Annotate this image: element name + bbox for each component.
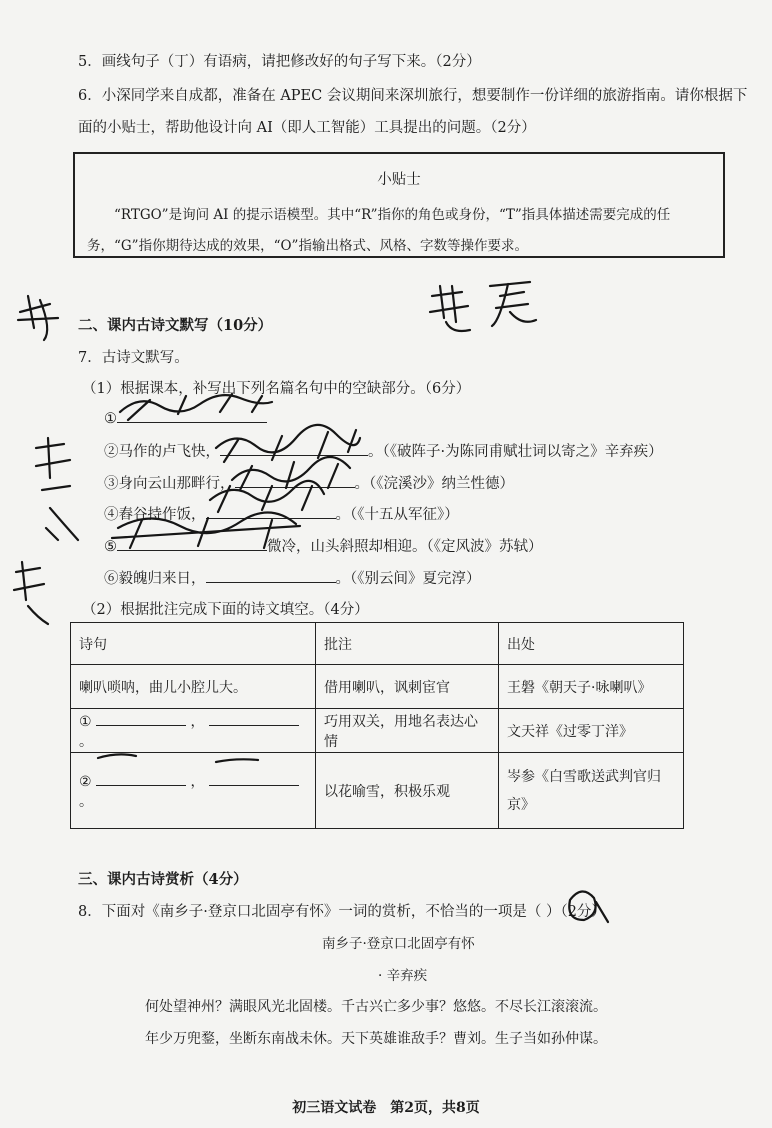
recite-2-post: 。（《破阵子·为陈同甫赋壮词以寄之》辛弃疾） xyxy=(368,444,663,460)
recite-6-pre: 毅魄归来日， xyxy=(118,571,206,587)
tip-box xyxy=(73,152,725,258)
recite-3-num: ③ xyxy=(104,476,119,492)
row2-blank-1[interactable] xyxy=(96,711,186,726)
recite-1-blank[interactable] xyxy=(117,408,267,423)
row3-blank-2[interactable] xyxy=(209,771,299,786)
tip-text: “RTGO”是询问 AI 的提示语模型。其中“R”指你的角色或身份，“T”指具体描述需要完成的任务，“G”指你期待达成的效果，“O”指输出格式、风格、字数等操作要求。 xyxy=(87,207,671,254)
recite-4-post: 。（《十五从军征》） xyxy=(335,507,459,523)
row1-source: 王磐《朝天子·咏喇叭》 xyxy=(499,665,684,709)
question-7: 7．古诗文默写。 xyxy=(78,350,189,366)
question-7-1: （1）根据课本，补写出下列名篇名句中的空缺部分。（6分） xyxy=(82,381,471,397)
tip-title: 小贴士 xyxy=(377,172,421,188)
question-5: 5．画线句子（丁）有语病，请把修改好的句子写下来。（2分） xyxy=(78,54,481,70)
row2-note: 巧用双关，用地名表达心情 xyxy=(316,709,499,753)
recite-2-pre: 马作的卢飞快， xyxy=(118,444,220,460)
poem-table xyxy=(70,622,684,829)
row3-source: 岑参《白雪歌送武判官归京》 xyxy=(499,753,684,829)
question-7-2: （2）根据批注完成下面的诗文填空。（4分） xyxy=(82,602,369,618)
table-header-source: 出处 xyxy=(499,623,684,665)
recite-2-num: ② xyxy=(104,444,119,460)
recite-2-blank[interactable] xyxy=(220,441,368,456)
recite-4 xyxy=(104,503,459,524)
recite-6-num: ⑥ xyxy=(104,571,119,587)
question-6-line2: 面的小贴士，帮助他设计向 AI（即人工智能）工具提出的问题。（2分） xyxy=(78,120,536,136)
recite-4-blank[interactable] xyxy=(206,504,336,519)
table-header-verse: 诗句 xyxy=(71,623,316,665)
row3-num: ② xyxy=(79,773,92,790)
recite-5 xyxy=(104,535,543,556)
recite-3 xyxy=(104,472,514,493)
recite-6-blank[interactable] xyxy=(206,568,336,583)
poem-author: · 辛弃疾 xyxy=(378,968,428,984)
poem-line-1: 何处望神州？满眼风光北固楼。千古兴亡多少事？悠悠。不尽长江滚滚流。 xyxy=(145,999,607,1015)
recite-5-blank[interactable] xyxy=(117,536,267,551)
recite-2 xyxy=(104,440,663,461)
row2-num: ① xyxy=(79,713,92,730)
row2-blank-2[interactable] xyxy=(209,711,299,726)
section-3-heading: 三、课内古诗赏析（4分） xyxy=(78,871,248,888)
page-footer: 初三语文试卷 第2页，共8页 xyxy=(292,1100,480,1116)
question-6-line1: 6．小深同学来自成都，准备在 APEC 会议期间来深圳旅行，想要制作一份详细的旅游指南。请你根据下 xyxy=(78,88,748,104)
recite-3-pre: 身向云山那畔行， xyxy=(118,476,235,492)
row3-note: 以花喻雪，积极乐观 xyxy=(316,753,499,829)
scribble-left-mid xyxy=(36,438,78,540)
recite-6 xyxy=(104,567,481,588)
row3-verse: ② ， 。 xyxy=(71,753,316,829)
poem-line-2: 年少万兜鍪，坐断东南战未休。天下英雄谁敌手？曹刘。生子当如孙仲谋。 xyxy=(145,1031,607,1047)
recite-1 xyxy=(104,408,267,427)
table-header-note: 批注 xyxy=(316,623,499,665)
scribble-header-1 xyxy=(430,286,470,331)
recite-1-num: ① xyxy=(104,411,117,427)
scribble-left-bottom xyxy=(14,562,48,624)
question-8: 8．下面对《南乡子·登京口北固亭有怀》一词的赏析，不恰当的一项是（ ）（2分） xyxy=(78,904,606,920)
recite-4-pre: 舂谷持作饭， xyxy=(118,507,206,523)
recite-6-post: 。（《别云间》夏完淳） xyxy=(335,571,481,587)
row2-source: 文天祥《过零丁洋》 xyxy=(499,709,684,753)
scribble-left-top xyxy=(18,296,58,340)
recite-4-num: ④ xyxy=(104,507,119,523)
row1-note: 借用喇叭，讽刺宦官 xyxy=(316,665,499,709)
row3-blank-1[interactable] xyxy=(96,771,186,786)
scribble-header-2 xyxy=(490,282,536,326)
recite-3-blank[interactable] xyxy=(235,473,355,488)
poem-title: 南乡子·登京口北固亭有怀 xyxy=(322,936,475,952)
recite-5-num: ⑤ xyxy=(104,539,117,555)
recite-3-post: 。（《浣溪沙》纳兰性德） xyxy=(354,476,514,492)
row1-verse: 喇叭唢呐，曲儿小腔儿大。 xyxy=(71,665,316,709)
section-2-heading: 二、课内古诗文默写（10分） xyxy=(78,317,273,334)
recite-5-post: 微冷，山头斜照却相迎。（《定风波》苏轼） xyxy=(267,539,543,555)
row2-verse: ① ， 。 xyxy=(71,709,316,753)
